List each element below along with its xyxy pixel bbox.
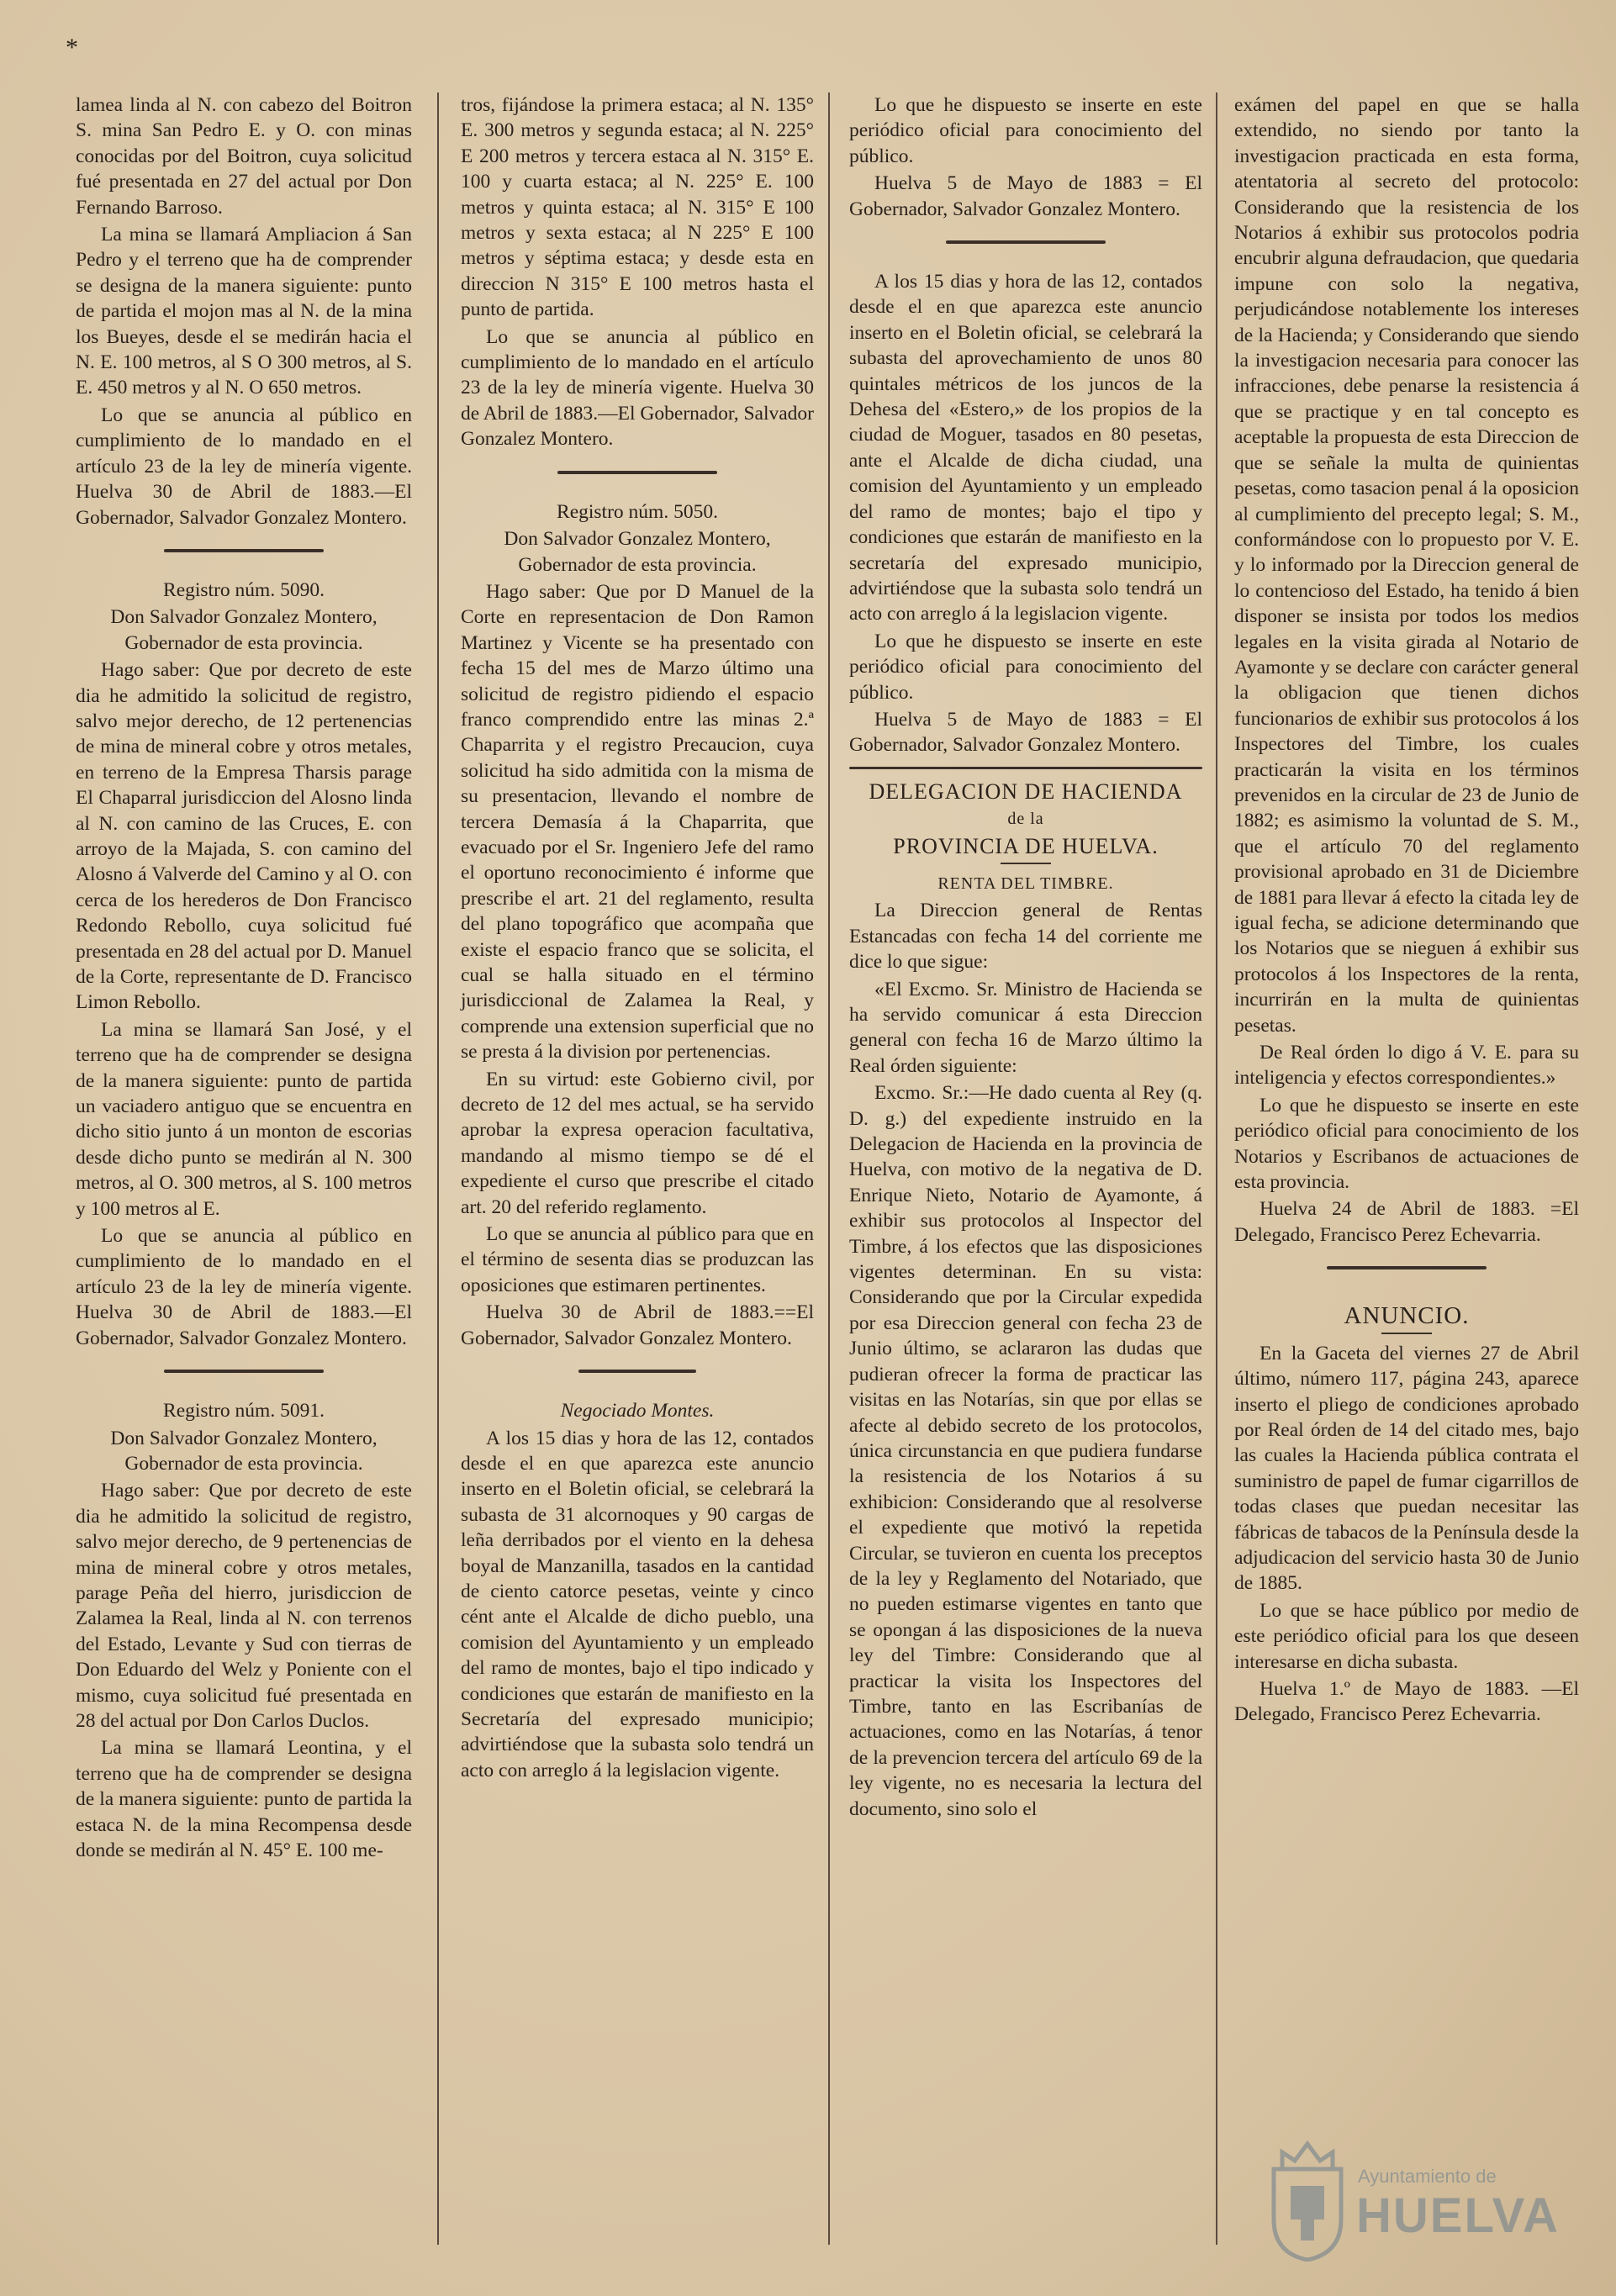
separator	[164, 549, 324, 552]
paragraph: Huelva 1.º de Mayo de 1883. —El Delegado, Francisco Perez Echevarria.	[1234, 1677, 1579, 1726]
paragraph: En su virtud: este Gobierno civil, por decreto de 12 del mes actual, se ha servido aprobar la expresa operacion facultativa, mandando al mismo tiempo se dé el expediente el curso que prescribe el citado art. 20 del referido reglamento.	[461, 1068, 814, 1218]
paragraph: Lo que he dispuesto se inserte en este periódico oficial para conocimiento del público.	[849, 630, 1202, 704]
paragraph: lamea linda al N. con cabezo del Boitron S. mina San Pedro E. y O. con minas conocidas por del Boitron, cuya solicitud fué presentada en 27 del actual por Don Fernando Barroso.	[76, 94, 412, 219]
paragraph: Lo que se anuncia al público para que en el término de sesenta dias se produzcan las oposiciones que estimaren pertinentes.	[461, 1223, 814, 1296]
column-2	[461, 92, 814, 1785]
section-heading: DELEGACION DE HACIENDA	[869, 779, 1183, 804]
registro-author: Don Salvador Gonzalez Montero, Gobernador de esta provincia.	[504, 528, 771, 576]
paragraph: tros, fijándose la primera estaca; al N. 135° E. 300 metros y segunda estaca; al N. 225° E 200 metros y tercera estaca al N. 315° E. 100 y cuarta estaca; al N. 225° E. 100 metros y quinta estaca; al N. 315° E 100 metros y sexta estaca; al N 225° E 100 metros y séptima estaca; y desde esta en direccion N 315° E 100 metros hasta el punto de partida.	[461, 94, 814, 321]
registro-author: Don Salvador Gonzalez Montero, Gobernador de esta provincia.	[110, 606, 378, 654]
separator	[557, 471, 717, 474]
section-title: Negociado Montes.	[560, 1400, 715, 1422]
watermark-title: HUELVA	[1356, 2188, 1560, 2243]
column-1	[76, 92, 412, 1865]
column-3	[849, 92, 1202, 1824]
paragraph: Huelva 5 de Mayo de 1883 = El Gobernador, Salvador Gonzalez Montero.	[849, 708, 1202, 757]
column-rule	[828, 92, 830, 2245]
paragraph: La mina se llamará San José, y el terreno que ha de comprender se designa de la manera siguiente: punto de partida un vaciadero antiguo que se encuentra en dicho sitio junto á un monton de escorias desde dicho punto se medirán al N. 300 metros, al O. 300 metros, al S. 100 metros y 100 metros al E.	[76, 1018, 412, 1220]
paragraph: Lo que se hace público por medio de este periódico oficial para los que deseen interesarse en dicha subasta.	[1234, 1599, 1579, 1673]
paragraph: Lo que he dispuesto se inserte en este periódico oficial para conocimiento del público.	[849, 94, 1202, 167]
registro-title: Registro núm. 5050.	[557, 500, 718, 523]
paragraph: En la Gaceta del viernes 27 de Abril último, número 117, página 243, aparece inserto el pliego de condiciones aprobado por Real órden de 14 del citado mes, bajo las cuales la Hacienda pública contrata el suministro de papel de fumar cigarrillos de todas clases que puedan necesitar las fábricas de tabacos de la Península desde la adjudicacion del servicio hasta 30 de Junio de 1885.	[1234, 1342, 1579, 1595]
paragraph: La mina se llamará Ampliacion á San Pedro y el terreno que ha de comprender se designa de la manera siguiente: punto de partida el mojon mas al N. de la mina los Bueyes, desde el se medirán hacia el N. E. 100 metros, al S O 300 metros, al S. E. 450 metros y al N. O 650 metros.	[76, 224, 412, 399]
paragraph: exámen del papel en que se halla extendido, no siendo por tanto la investigacion practicada en esta forma, atentatoria al secreto del protocolo: Considerando que la resistencia de los Notarios á exhibir sus protocolos podria encubrir alguna defraudacion, que quedaria impune con solo la negativa, perjudicándose notablemente los intereses de la Hacienda; y Considerando que siendo la investigacion necesaria para conocer las infracciones, debe penarse la resistencia á que se practique y en tal concepto es aceptable la propuesta de esta Direccion de que se señale la multa de quinientas pesetas, como tasacion penal á la oposicion al cumplimiento del precepto legal; S. M., conformándose con lo propuesto por V. E. y lo informado por la Direccion general de lo contencioso del Estado, ha tenido á bien disponer se insista por todos los medios legales en la visita girada al Notario de Ayamonte y se declare con carácter general la obligacion que tienen dichos funcionarios de exhibir sus protocolos á los Inspectores del Timbre, los cuales practicarán la visita en los términos prevenidos en la circular de 23 de Junio de 1882; es asimismo la voluntad de S. M., que el artículo 70 del reglamento provisional aprobado en 31 de Diciembre de 1881 para llevar á efecto la citada ley de igual fecha, se adicione determinando que los Notarios que se nieguen á exhibir sus protocolos á los Inspectores de la renta, incurrirán en la multa de quinientas pesetas.	[1234, 94, 1579, 1037]
paragraph: Excmo. Sr.:—He dado cuenta al Rey (q. D. g.) del expediente instruido en la Delegacion de Hacienda en la provincia de Huelva, con motivo de la negativa de D. Enrique Nieto, Notario de Ayamonte, á exhibir sus protocolos al Inspector del Timbre, á los efectos que las disposiciones vigentes determinan. En su vista: Considerando que por la Circular expedida por esa Direccion general con fecha 23 de Junio último, se aclararon las dudas que pudieran ofrecer la forma de practicar las visitas en las Notarías, sin que por ellas se afecte al debido secreto de los protocolos, única circunstancia en que pudiera fundarse la resistencia de los Notarios á su exhibicion: Considerando que al resolverse el expediente que motivó la repetida Circular, se tuvieron en cuenta los preceptos de la ley y Reglamento del Notariado, que no pueden estimarse vigentes en tanto que se opongan á las disposiciones de la nueva ley del Timbre: Considerando que al practicar la visita los Inspectores del Timbre, tanto en las Escribanías de actuaciones, como en las Notarías, á tenor de la prevencion tercera del artículo 69 de la ley vigente, no es necesaria la lectura del documento, sino solo el	[849, 1082, 1202, 1820]
watermark-caption: Ayuntamiento de	[1358, 2166, 1497, 2187]
paragraph: Huelva 5 de Mayo de 1883 = El Gobernador, Salvador Gonzalez Montero.	[849, 172, 1202, 220]
section-subheading: RENTA DEL TIMBRE.	[937, 874, 1114, 893]
section-heading: de la	[1007, 810, 1044, 829]
paragraph: La mina se llamará Leontina, y el terreno que ha de comprender se designa de la manera siguiente: punto de partida la estaca N. de la mina Recompensa desde donde se medirán al N. 45° E. 100 me-	[76, 1737, 412, 1861]
paragraph: Hago saber: Que por decreto de este dia he admitido la solicitud de registro, salvo mejor derecho, de 9 pertenencias de mina de mineral cobre y otros metales, parage Peña del hierro, jurisdiccion de Zalamea la Real, linda al N. con terrenos del Estado, Levante y Sud con tierras de Don Eduardo del Welz y Poniente con el mismo, cuya solicitud fué presentada en 28 del actual por Don Carlos Duclos.	[76, 1480, 412, 1732]
registro-author: Don Salvador Gonzalez Montero, Gobernador de esta provincia.	[110, 1427, 378, 1475]
page-mark: *	[66, 34, 78, 61]
column-4	[1234, 92, 1579, 1729]
paragraph: Lo que se anuncia al público en cumplimiento de lo mandado en el artículo 23 de la ley de minería vigente. Huelva 30 de Abril de 1883.—El Gobernador, Salvador Gonzalez Montero.	[461, 325, 815, 451]
paragraph: Huelva 30 de Abril de 1883.==El Gobernador, Salvador Gonzalez Montero.	[461, 1301, 814, 1349]
section-title: ANUNCIO.	[1344, 1302, 1470, 1330]
separator	[578, 1370, 696, 1373]
paragraph: «El Excmo. Sr. Ministro de Hacienda se ha servido comunicar á esta Direccion general con fecha 16 de Marzo último la Real órden siguiente:	[849, 978, 1202, 1077]
separator	[1381, 1333, 1432, 1334]
paragraph: A los 15 dias y hora de las 12, contados desde el en que aparezca este anuncio inserto en el Boletin oficial, se celebrará la subasta de 31 alcornoques y 90 cargas de leña derribados por el viento en la dehesa boyal de Manzanilla, tasados en la cantidad de ciento catorce pesetas, veinte y cinco cént ante el Alcalde de dicho pueblo, una comision del Ayuntamiento y un empleado del ramo de montes, bajo el tipo indicado y condiciones que estarán de manifiesto en la Secretaría del expresado municipio; advirtiéndose que la subasta solo tendrá un acto con arreglo á la legislacion vigente.	[461, 1427, 814, 1781]
column-rule	[437, 92, 439, 2245]
paragraph: Lo que se anuncia al público en cumplimiento de lo mandado en el artículo 23 de la ley de minería vigente. Huelva 30 de Abril de 1883.—El Gobernador, Salvador Gonzalez Montero.	[76, 1225, 412, 1349]
column-rule	[1216, 92, 1217, 2245]
separator	[849, 767, 1202, 769]
separator	[1327, 1266, 1487, 1269]
paragraph: La Direccion general de Rentas Estancadas con fecha 14 del corriente me dice lo que sigue:	[849, 900, 1202, 974]
paragraph: Hago saber: Que por decreto de este dia he admitido la solicitud de registro, salvo mejor derecho, de 12 pertenencias de mina de mineral cobre y otros metales, en terreno de la Empresa Tharsis parage El Chaparral jurisdiccion del Alosno linda al N. con camino de las Cruces, E. con arroyo de la Majada, S. con camino del Alosno á Valverde del Camino y al O. con cerca de los herederos de Don Francisco Redondo Rebollo, cuya solicitud fué presentada en 28 del actual por D. Manuel de la Corte, representante de D. Francisco Limon Rebollo.	[76, 659, 412, 1014]
registro-title: Registro núm. 5090.	[163, 578, 325, 601]
paragraph: Huelva 24 de Abril de 1883. =El Delegado, Francisco Perez Echevarria.	[1234, 1198, 1579, 1246]
paragraph: A los 15 dias y hora de las 12, contados desde el en que aparezca este anuncio inserto en el Boletin oficial, se celebrará la subasta del aprovechamiento de unos 80 quintales métricos de los juncos de la Dehesa del «Estero,» de los propios de la ciudad de Moguer, tasados en 80 pesetas, ante el Alcalde de dicha ciudad, una comision del Ayuntamiento y un empleado del ramo de montes; bajo el tipo y condiciones que estarán de manifiesto en la secretaría del expresado municipio, advirtiéndose que la subasta solo tendrá un acto con arreglo á la legislacion vigente.	[849, 271, 1202, 625]
watermark-logo	[1265, 2135, 1602, 2278]
paragraph: Lo que se anuncia al público en cumplimiento de lo mandado en el artículo 23 de la ley de minería vigente. Huelva 30 de Abril de 1883.—El Gobernador, Salvador Gonzalez Montero.	[76, 404, 412, 529]
paragraph: Lo que he dispuesto se inserte en este periódico oficial para conocimiento de los Notarios y Escribanos de actuaciones de esta provincia.	[1234, 1094, 1579, 1194]
separator	[1001, 863, 1051, 864]
separator	[164, 1370, 324, 1373]
section-heading: PROVINCIA DE HUELVA.	[893, 833, 1159, 858]
separator	[946, 240, 1106, 244]
registro-title: Registro núm. 5091.	[163, 1400, 325, 1422]
paragraph: Hago saber: Que por D Manuel de la Corte en representacion de Don Ramon Martinez y Vicente se ha presentado con fecha 15 del mes de Marzo último una solicitud de registro pidiendo el espacio franco comprendido entre las minas 2.ª Chaparrita y el registro Precaucion, cuya solicitud ha sido admitida con la misma de su presentacion, llevando el nombre de tercera Demasía á la Chaparrita, que evacuado por el Sr. Ingeniero Jefe del ramo el oportuno reconocimiento é informe que prescribe el art. 21 del reglamento, resulta del plano topográfico que acompaña que existe el espacio franco que se solicita, el cual se halla situado en el término jurisdiccional de Zalamea la Real, y comprende una extension superficial que no se presta á la division por pertenencias.	[461, 580, 814, 1064]
paragraph: De Real órden lo digo á V. E. para su inteligencia y efectos correspondientes.»	[1234, 1042, 1579, 1090]
coat-of-arms-icon	[1265, 2135, 1349, 2262]
